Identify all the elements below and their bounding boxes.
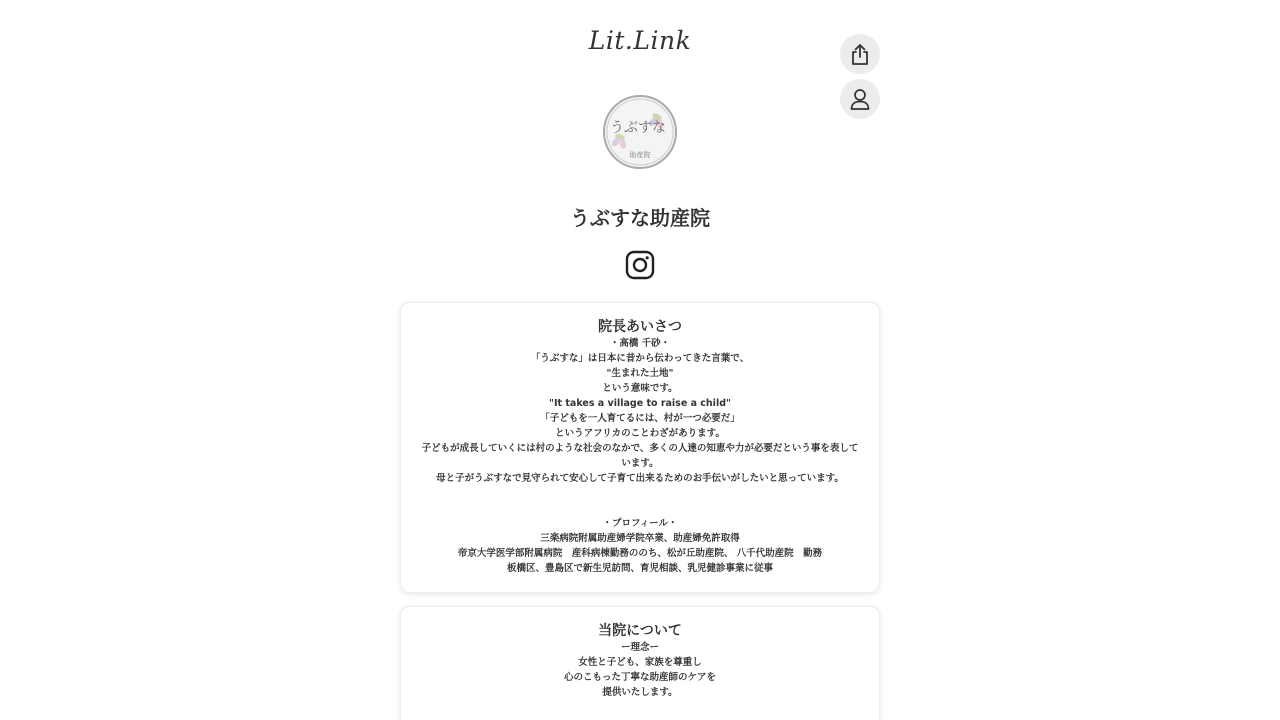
instagram-icon[interactable]: [625, 250, 655, 280]
profile-section-line: 帝京大学医学部附属病院 産科病棟勤務ののち、松が丘助産院、 八千代助産院 勤務: [457, 548, 823, 559]
greeting-card: [400, 302, 880, 593]
profile-name: うぶすな助産院: [570, 206, 710, 230]
account-button[interactable]: [840, 79, 880, 119]
litlink-logo[interactable]: Lit.Link: [588, 26, 692, 55]
about-body: [409, 640, 871, 700]
about-line: ー理念ー: [620, 642, 659, 653]
profile-section-line: 板橋区、豊島区で新生児訪問、育児相談、乳児健診事業に従事: [506, 563, 773, 574]
greeting-title: 院長あいさつ: [598, 319, 682, 335]
svg-text:助産院: 助産院: [629, 151, 651, 159]
profile-section-line: ・プロフィール・: [602, 518, 678, 529]
share-button[interactable]: [840, 34, 880, 74]
profile-section-line: 三楽病院附属助産婦学院卒業、助産婦免許取得: [540, 533, 740, 544]
greeting-line: 「子どもを一人育てるには、村が一つ必要だ」: [540, 413, 740, 424]
greeting-line: "生まれた土地": [606, 368, 674, 379]
greeting-body: [409, 336, 871, 576]
person-icon: [849, 87, 871, 111]
greeting-line: 「うぶすな」は日本に昔から伝わってきた言葉で、: [530, 353, 750, 364]
about-title: 当院について: [598, 623, 682, 639]
about-line: 提供いたします。: [602, 687, 678, 698]
greeting-line: 子どもが成長していくには村のような社会のなかで、多くの人達の知恵や力が必要だという事を表して: [421, 443, 859, 454]
greeting-line: という意味です。: [602, 383, 678, 394]
spacer: [409, 486, 871, 516]
avatar: [602, 94, 678, 170]
greeting-line: 母と子がうぶすなで見守られて安心して子育て出来るためのお手伝いがしたいと思っています。: [436, 473, 844, 484]
greeting-line: ・高橋 千砂・: [609, 338, 671, 349]
about-card: [400, 606, 880, 720]
greeting-line: "It takes a village to raise a child": [549, 398, 731, 409]
share-icon: [849, 42, 871, 66]
about-line: 女性と子ども、家族を尊重し: [578, 657, 702, 668]
svg-text:うぶすな: うぶすな: [610, 120, 666, 136]
greeting-line: います。: [621, 458, 659, 469]
about-line: 心のこもった丁寧な助産師のケアを: [563, 672, 716, 683]
greeting-line: というアフリカのことわざがあります。: [555, 428, 725, 439]
